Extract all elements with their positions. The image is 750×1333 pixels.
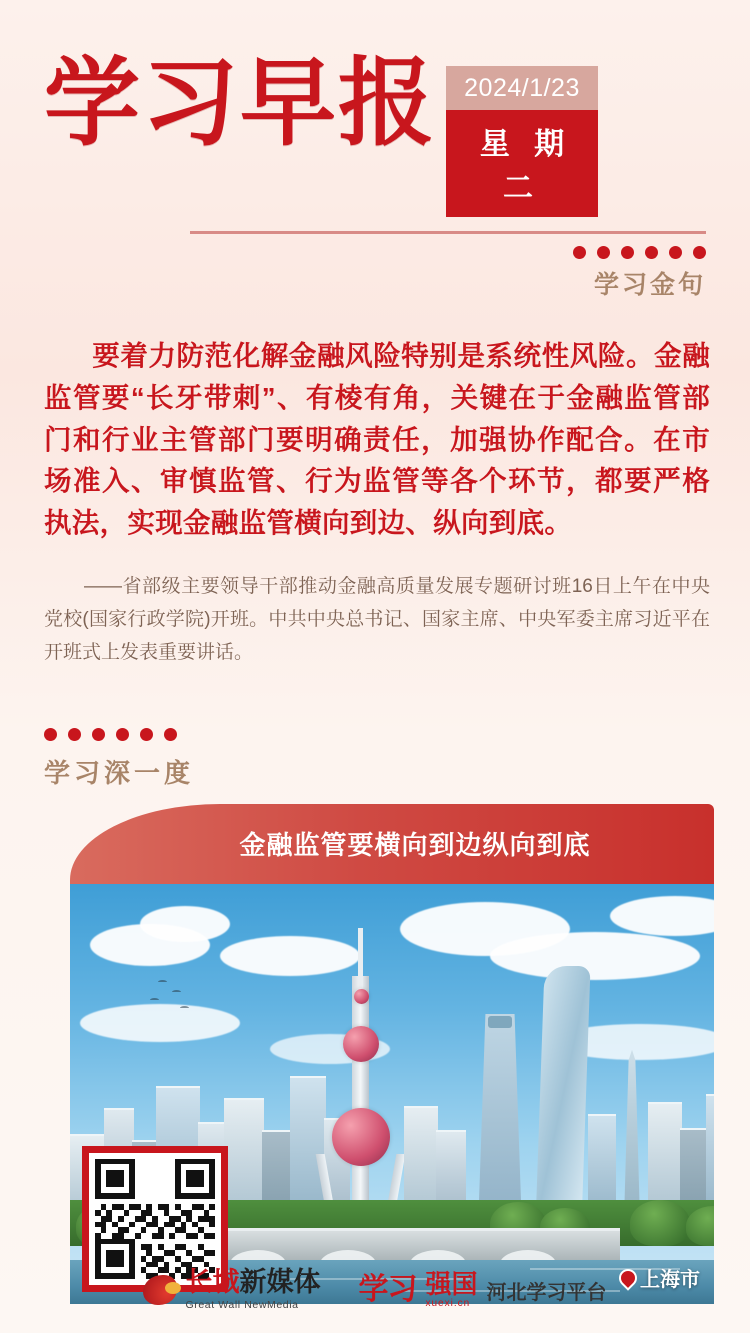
logo-great-wall-text: 长城新媒体 bbox=[185, 1267, 321, 1297]
dot-row-left bbox=[44, 728, 750, 741]
logo-xuexi-url: xuexi.cn bbox=[425, 1298, 471, 1309]
cloud-shape bbox=[490, 932, 700, 980]
quote-source bbox=[44, 570, 710, 670]
decorative-dot bbox=[116, 728, 129, 741]
card-title: 金融监管要横向到边纵向到底 bbox=[239, 830, 591, 861]
footer-logos bbox=[0, 1269, 750, 1311]
qr-code-pattern bbox=[95, 1159, 215, 1279]
decorative-dot bbox=[621, 246, 634, 259]
logo-xuexi-qiangguo bbox=[358, 1271, 606, 1309]
location-label: 上海市 bbox=[640, 1268, 700, 1291]
logo-qiangguo-text: 强国 bbox=[425, 1269, 478, 1299]
pearl-tower-sphere-small bbox=[354, 989, 369, 1004]
pearl-tower-shaft bbox=[352, 976, 369, 1226]
header-divider bbox=[190, 231, 706, 234]
cloud-shape bbox=[220, 936, 360, 976]
bird-icon bbox=[172, 990, 181, 994]
cloud-shape bbox=[80, 1004, 240, 1042]
decorative-dot bbox=[693, 246, 706, 259]
pearl-tower-spire bbox=[358, 928, 363, 988]
decorative-dot bbox=[645, 246, 658, 259]
quote-text: 要着力防范化解金融风险特别是系统性风险。金融监管要“长牙带刺”、有棱有角，关键在于金融监管部门和行业主管部门要明确责任，加强协作配合。在市场准入、审慎监管、行为监管等各个环节，都要严格执法，实现金融监管横向到边、纵向到底。 bbox=[44, 340, 710, 539]
world-financial-center-aperture bbox=[488, 1016, 512, 1028]
card-photo bbox=[70, 884, 714, 1304]
date-badge bbox=[446, 66, 598, 217]
logo-xuexi-text: 学习 bbox=[358, 1273, 417, 1306]
decorative-dot bbox=[597, 246, 610, 259]
logo-platform-label: 河北学习平台 bbox=[486, 1281, 607, 1304]
flame-icon bbox=[143, 1275, 177, 1305]
dot-row-right bbox=[0, 246, 706, 259]
page-title: 学习早报 bbox=[44, 47, 436, 159]
decorative-dot bbox=[68, 728, 81, 741]
date-text: 2024/1/23 bbox=[446, 66, 598, 110]
pearl-tower-sphere-large bbox=[332, 1108, 390, 1166]
decorative-dot bbox=[92, 728, 105, 741]
decorative-dot bbox=[573, 246, 586, 259]
feature-card[interactable] bbox=[70, 804, 714, 1304]
tree-shape bbox=[686, 1206, 714, 1246]
quote-block bbox=[44, 335, 710, 544]
bird-icon bbox=[150, 998, 159, 1002]
shanghai-tower-shape bbox=[535, 966, 590, 1226]
decorative-dot bbox=[44, 728, 57, 741]
bird-icon bbox=[180, 1006, 189, 1010]
page-header bbox=[0, 0, 750, 217]
pearl-tower-sphere-medium bbox=[343, 1026, 379, 1062]
quote-source-text: ——省部级主要领导干部推动金融高质量发展专题研讨班16日上午在中央党校(国家行政学院)开班。中共中央总书记、国家主席、中央军委主席习近平在开班式上发表重要讲话。 bbox=[44, 575, 710, 664]
section-label-golden-quote: 学习金句 bbox=[593, 271, 706, 299]
decorative-dot bbox=[140, 728, 153, 741]
decorative-dot bbox=[669, 246, 682, 259]
bird-icon bbox=[158, 980, 167, 984]
cloud-shape bbox=[140, 906, 230, 942]
tree-shape bbox=[630, 1200, 690, 1246]
logo-great-wall-subtext: Great Wall NewMedia bbox=[185, 1299, 299, 1311]
weekday-text: 星 期 二 bbox=[446, 110, 598, 217]
decorative-dot bbox=[164, 728, 177, 741]
section-label-deep-study: 学习深一度 bbox=[44, 757, 195, 788]
card-header bbox=[70, 804, 714, 884]
logo-great-wall-new-media bbox=[143, 1269, 320, 1311]
